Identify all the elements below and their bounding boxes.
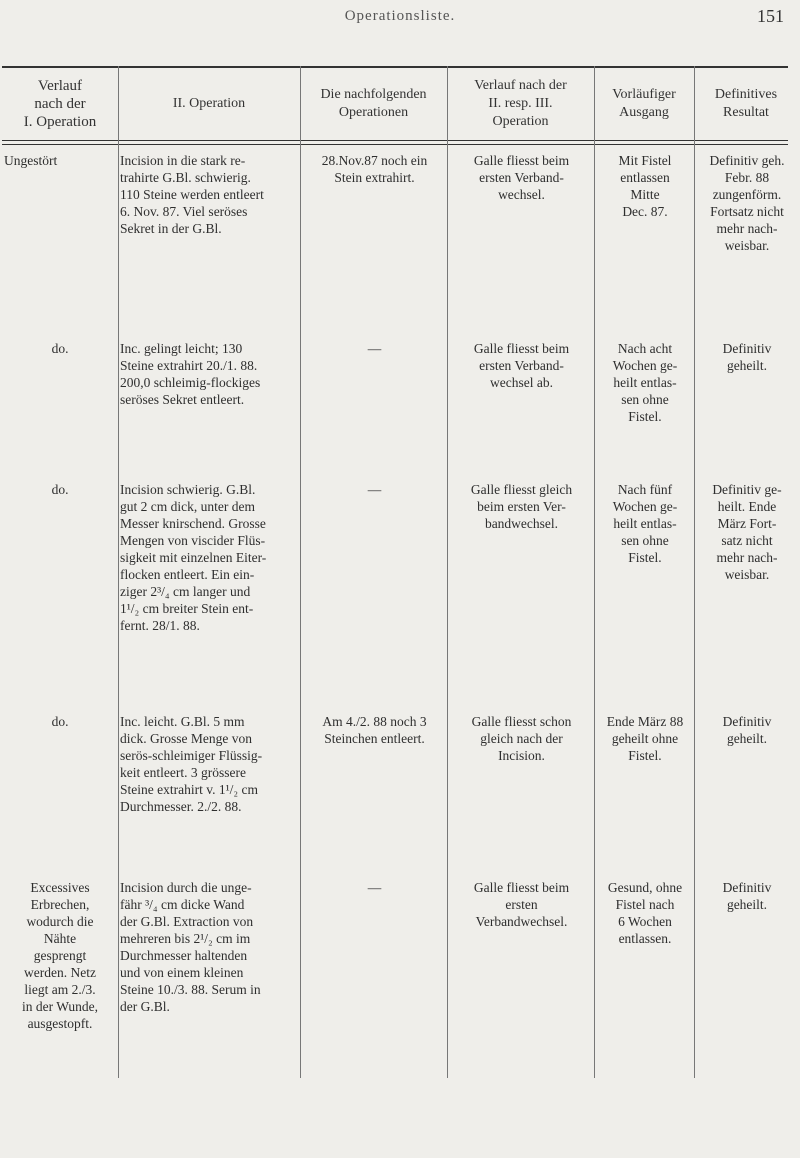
cell-nachfolgende: —: [367, 482, 382, 497]
cell-definitiv: Definitiv geheilt.: [722, 341, 772, 373]
running-head: [0, 2, 800, 42]
cell-verlauf-2: Galle fliesst beim ersten Verband- wechsel.: [473, 153, 570, 202]
cell-verlauf-2: Galle fliesst beim ersten Verbandwechsel.: [473, 880, 570, 929]
page-number: 151: [757, 6, 784, 26]
column-divider: [118, 66, 119, 1078]
cell-verlauf: Excessives Erbrechen, wodurch die Nähte gesprengt werden. Netz liegt am 2./3. in der Wunde, ausgestopft.: [21, 880, 99, 1031]
cell-definitiv: Definitiv ge- heilt. Ende März Fort- satz nicht mehr nach- weisbar.: [712, 482, 782, 582]
cell-verlauf-2: Galle fliesst gleich beim ersten Ver- bandwechsel.: [470, 482, 573, 531]
column-divider: [694, 66, 695, 1078]
cell-definitiv: Definitiv geheilt.: [722, 714, 772, 746]
cell-nachfolgende: 28.Nov.87 noch ein Stein extrahirt.: [321, 153, 428, 185]
header-verlauf-2: [447, 72, 594, 136]
cell-definitiv: Definitiv geh. Febr. 88 zungenförm. Fortsatz nicht mehr nach- weisbar.: [709, 153, 785, 253]
header-label: Die nachfolgenden Operationen: [320, 87, 427, 120]
cell-verlauf: do.: [51, 482, 69, 497]
header-label: Verlauf nach der I. Operation: [23, 78, 97, 130]
header-rule-second: [2, 144, 788, 145]
running-title: Operationsliste.: [344, 8, 456, 24]
header-label: II. Operation: [172, 96, 246, 111]
cell-nachfolgende: —: [367, 341, 382, 356]
cell-verlauf-2: Galle fliesst beim ersten Verband- wechsel ab.: [473, 341, 570, 390]
cell-verlauf: Ungestört: [4, 153, 58, 168]
cell-verlauf: do.: [51, 341, 69, 356]
cell-definitiv: Definitiv geheilt.: [722, 880, 772, 912]
cell-nachfolgende: Am 4./2. 88 noch 3 Steinchen entleert.: [322, 714, 427, 746]
cell-operation: Inc. gelingt leicht; 130 Steine extrahirt 20./1. 88. 200,0 schleimig-flockiges seröses Sekret entleert.: [120, 341, 261, 407]
cell-verlauf-2: Galle fliesst schon gleich nach der Incision.: [471, 714, 572, 763]
header-label: Vorläufiger Ausgang: [612, 87, 676, 120]
header-nachfolgende: [300, 72, 447, 136]
cell-verlauf: do.: [51, 714, 69, 729]
header-label: Definitives Resultat: [714, 87, 778, 120]
header-vorlaeufig: [594, 72, 694, 136]
cell-operation: Incision in die stark re- trahirte G.Bl. schwierig. 110 Steine werden entleert 6. Nov. 87. Viel seröses Sekret in der G.Bl.: [120, 153, 264, 236]
header-operation-2: [118, 72, 300, 136]
cell-operation: Incision durch die unge- fähr ³/₄ cm dicke Wand der G.Bl. Extraction von mehreren bis 2¹/₂ cm im Durchmesser haltenden und von einem kleinen Steine 10./3. 88. Serum in der G.Bl.: [120, 880, 261, 1014]
column-divider: [594, 66, 595, 1078]
cell-operation: Incision schwierig. G.Bl. gut 2 cm dick, unter dem Messer knirschend. Grosse Mengen von viscider Flüs- sigkeit mit einzelnen Eiter- flocken entleert. Ein ein- ziger 2³/₄ cm langer und 1¹/₂ cm breiter Stein ent- fernt. 28/1. 88.: [120, 482, 267, 633]
header-verlauf-1: [2, 72, 118, 136]
cell-vorlaeufig: Ende März 88 geheilt ohne Fistel.: [606, 714, 684, 763]
header-label: Verlauf nach der II. resp. III. Operation: [474, 78, 567, 129]
cell-operation: Inc. leicht. G.Bl. 5 mm dick. Grosse Menge von serös-schleimiger Flüssig- keit entleert. 3 grössere Steine extrahirt v. 1¹/₂ cm Durchmesser. 2./2. 88.: [120, 714, 263, 814]
column-divider: [300, 66, 301, 1078]
column-divider: [447, 66, 448, 1078]
cell-vorlaeufig: Mit Fistel entlassen Mitte Dec. 87.: [618, 153, 672, 219]
cell-vorlaeufig: Nach fünf Wochen ge- heilt entlas- sen ohne Fistel.: [612, 482, 678, 565]
header-rule: [2, 140, 788, 141]
cell-nachfolgende: —: [367, 880, 382, 895]
cell-vorlaeufig: Nach acht Wochen ge- heilt entlas- sen ohne Fistel.: [612, 341, 678, 424]
cell-vorlaeufig: Gesund, ohne Fistel nach 6 Wochen entlassen.: [607, 880, 683, 946]
header-definitiv: [694, 72, 798, 136]
top-rule: [2, 66, 788, 68]
